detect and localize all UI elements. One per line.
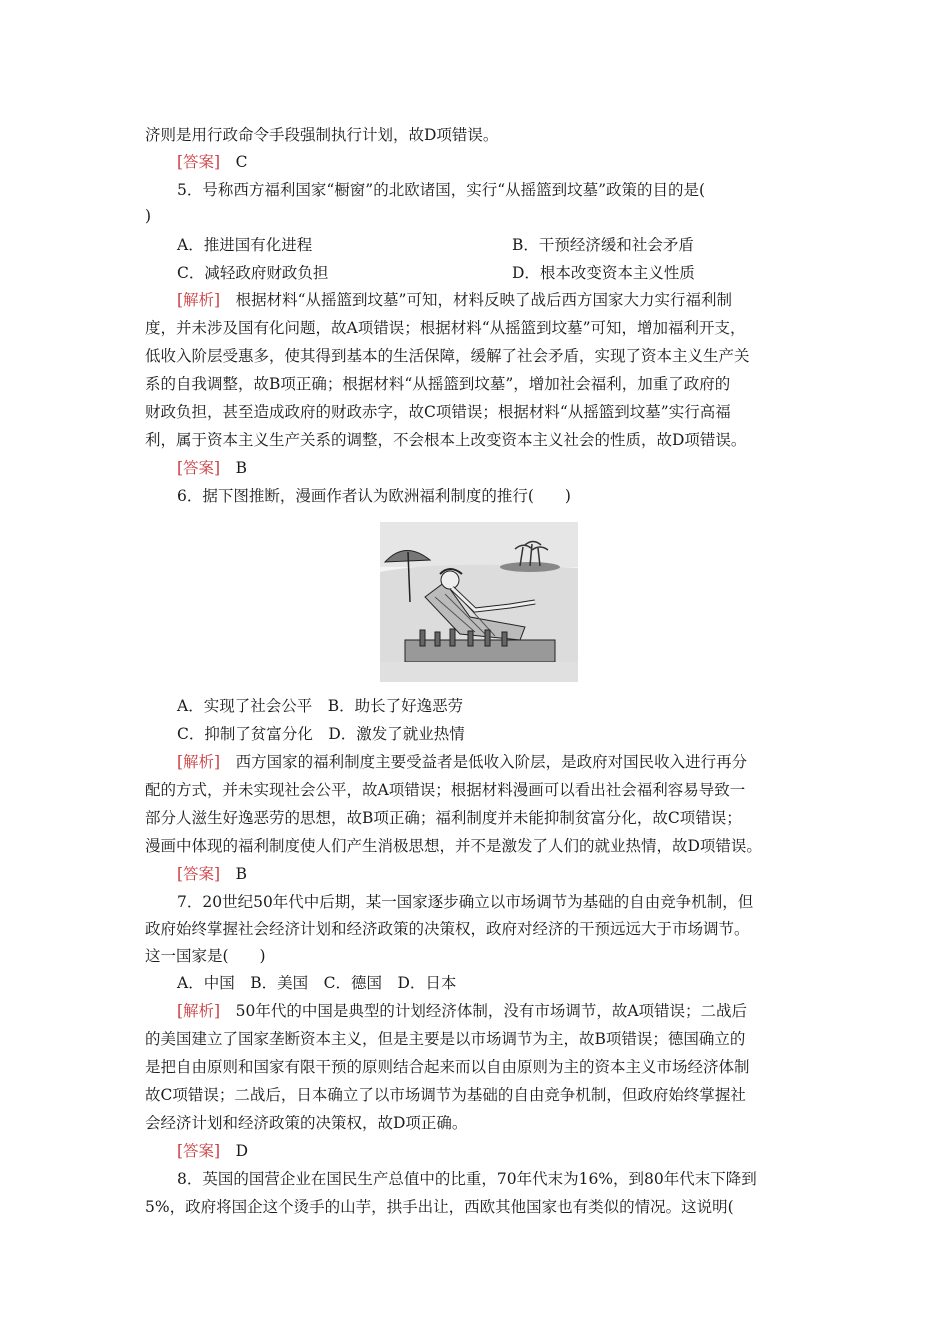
text-line: 5%，政府将国企这个烫手的山芋，拱手出让，西欧其他国家也有类似的情况。这说明(	[145, 1198, 734, 1216]
answer-row	[177, 152, 837, 172]
answer-tag: [答案]	[177, 865, 221, 883]
text-line: 度，并未涉及国有化问题，故A项错误；根据材料“从摇篮到坟墓”可知，增加福利开支，	[145, 319, 746, 337]
text-line: )	[145, 207, 152, 225]
option-c: C．减轻政府财政负担	[177, 264, 329, 282]
option-row: A．实现了社会公平 B．助长了好逸恶劳	[177, 697, 464, 715]
question-8: 8．英国的国营企业在国民生产总值中的比重，70年代末为16%，到80年代末下降到	[177, 1170, 757, 1188]
question-7: 7．20世纪50年代中后期，某一国家逐步确立以市场调节为基础的自由竞争机制，但	[177, 893, 754, 911]
option-row: C．抑制了贫富分化 D．激发了就业热情	[177, 725, 465, 743]
answer-tag: [答案]	[177, 1142, 221, 1160]
analysis-text: 西方国家的福利制度主要受益者是低收入阶层，是政府对国民收入进行再分	[235, 753, 748, 771]
option-row	[177, 235, 837, 255]
text-line: 这一国家是( )	[145, 947, 266, 965]
option-d: D．根本改变资本主义性质	[512, 264, 695, 282]
option-b: B．干预经济缓和社会矛盾	[512, 236, 694, 254]
text-line: 济则是用行政命令手段强制执行计划，故D项错误。	[145, 126, 499, 144]
analysis-row	[177, 1001, 837, 1021]
analysis-text: 50年代的中国是典型的计划经济体制，没有市场调节，故A项错误；二战后	[235, 1002, 748, 1020]
answer-value: C	[235, 153, 248, 171]
text-line: 部分人滋生好逸恶劳的思想，故B项正确；福利制度并未能抑制贫富分化，故C项错误；	[145, 809, 742, 827]
welfare-cartoon-image	[380, 522, 578, 682]
text-line: 故C项错误；二战后，日本确立了以市场调节为基础的自由竞争机制，但政府始终掌握社	[145, 1086, 746, 1104]
text-line: 低收入阶层受惠多，使其得到基本的生活保障，缓解了社会矛盾，实现了资本主义生产关	[145, 347, 750, 365]
analysis-tag: [解析]	[177, 291, 221, 309]
analysis-tag: [解析]	[177, 1002, 221, 1020]
answer-value: D	[235, 1142, 249, 1160]
answer-tag: [答案]	[177, 459, 221, 477]
analysis-tag: [解析]	[177, 753, 221, 771]
text-line: 系的自我调整，故B项正确；根据材料“从摇篮到坟墓”，增加社会福利，加重了政府的	[145, 375, 731, 393]
text-line: 漫画中体现的福利制度使人们产生消极思想，并不是激发了人们的就业热情，故D项错误。	[145, 837, 762, 855]
option-row: A．中国 B．美国 C．德国 D．日本	[177, 974, 457, 992]
text-line: 是把自由原则和国家有限干预的原则结合起来而以自由原则为主的资本主义市场经济体制	[145, 1058, 750, 1076]
text-line: 财政负担，甚至造成政府的财政赤字，故C项错误；根据材料“从摇篮到坟墓”实行高福	[145, 403, 731, 421]
answer-row	[177, 458, 837, 478]
text-line: 的美国建立了国家垄断资本主义，但是主要是以市场调节为主，故B项错误；德国确立的	[145, 1030, 746, 1048]
answer-value: B	[235, 459, 248, 477]
option-a: A．推进国有化进程	[177, 236, 313, 254]
text-line: 政府始终掌握社会经济计划和经济政策的决策权，政府对经济的干预远远大于市场调节。	[145, 920, 750, 938]
analysis-text: 根据材料“从摇篮到坟墓”可知，材料反映了战后西方国家大力实行福利制	[235, 291, 732, 309]
text-line: 利，属于资本主义生产关系的调整，不会根本上改变资本主义社会的性质，故D项错误。	[145, 431, 747, 449]
answer-row	[177, 1141, 837, 1161]
question-6: 6．据下图推断，漫画作者认为欧洲福利制度的推行( )	[177, 487, 571, 505]
answer-row	[177, 864, 837, 884]
answer-value: B	[235, 865, 248, 883]
text-line: 配的方式，并未实现社会公平，故A项错误；根据材料漫画可以看出社会福利容易导致一	[145, 781, 746, 799]
analysis-row	[177, 752, 837, 772]
question-5: 5．号称西方福利国家“橱窗”的北欧诸国，实行“从摇篮到坟墓”政策的目的是(	[177, 181, 706, 199]
option-row	[177, 263, 837, 283]
analysis-row	[177, 290, 837, 310]
answer-tag: [答案]	[177, 153, 221, 171]
text-line: 会经济计划和经济政策的决策权，故D项正确。	[145, 1114, 468, 1132]
